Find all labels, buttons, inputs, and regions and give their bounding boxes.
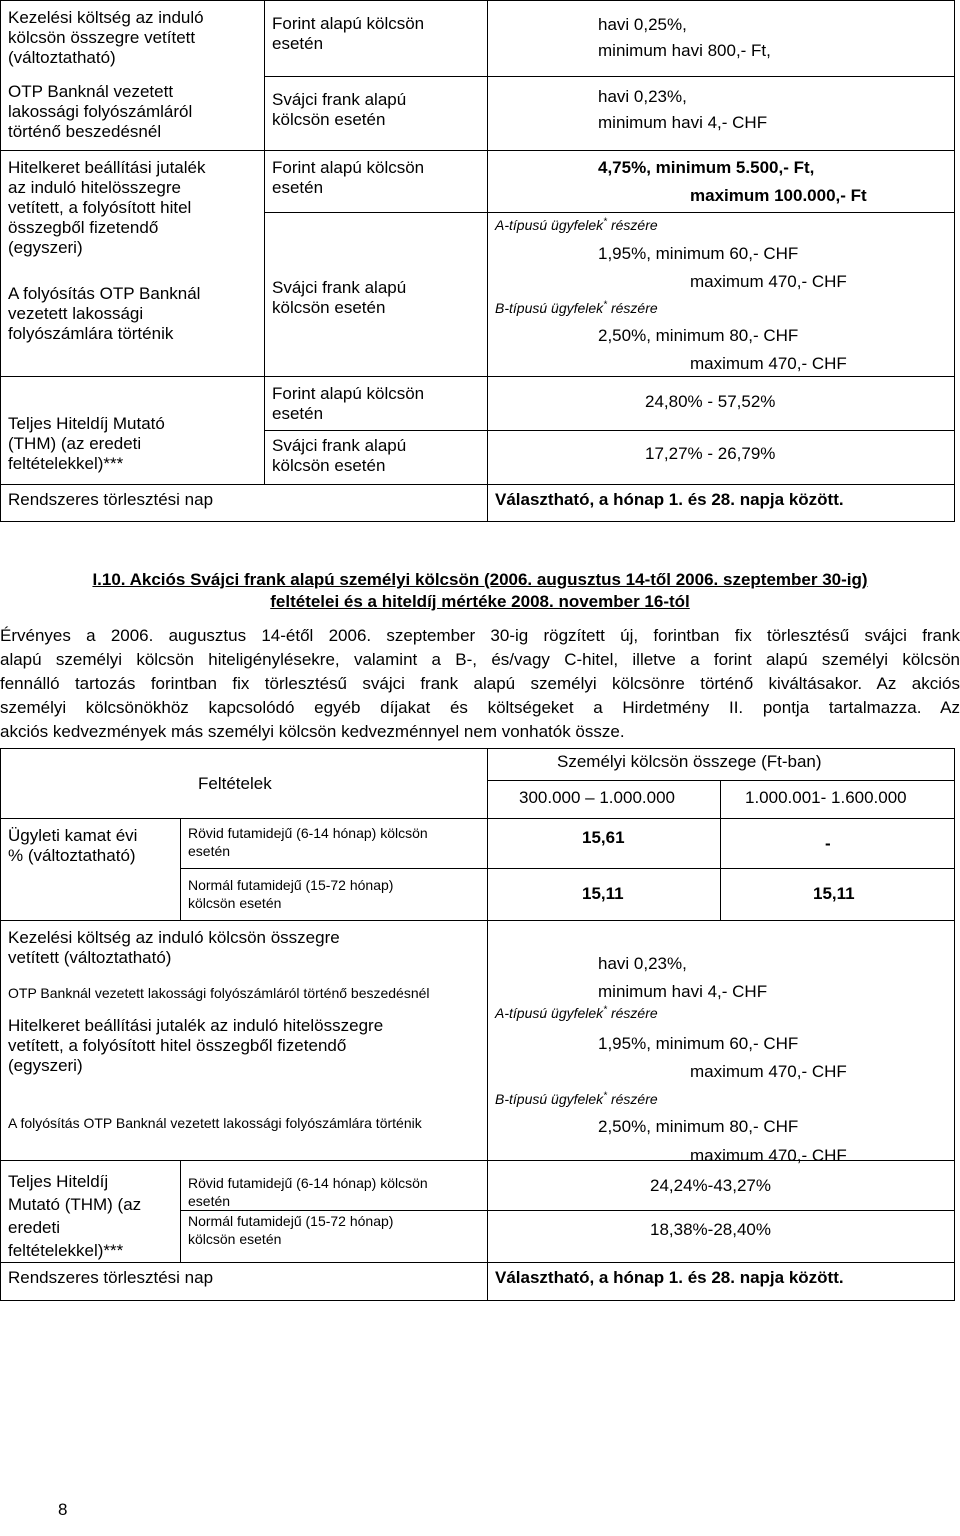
credit-line-label: Hitelkeret beállítási jutalék az induló hitelösszegre vetített, a folyósított hitel összegből fizetendő (egyszeri) [8, 158, 206, 257]
interest-label: Ügyleti kamat évi % (változtatható) [8, 826, 138, 865]
b-type-value-2: maximum 470,- CHF [690, 354, 847, 373]
repay-day-label-2: Rendszeres törlesztési nap [8, 1268, 214, 1287]
a-type-label-2: A-típusú ügyfelek* részére [495, 1004, 658, 1021]
handling-fee-value-2: havi 0,23%, minimum havi 4,- CHF [598, 954, 768, 1001]
cond-chf: Svájci frank alapú kölcsön esetén [272, 90, 407, 129]
thm-label: Teljes Hiteldíj Mutató (THM) (az eredeti feltételekkel)*** [8, 414, 165, 473]
thm-short-value: 24,24%-43,27% [650, 1176, 771, 1195]
repay-day-value: Választható, a hónap 1. és 28. napja között. [495, 490, 844, 509]
repay-day-value-2: Választható, a hónap 1. és 28. napja között. [495, 1268, 844, 1287]
credit-line-huf-value-2: maximum 100.000,- Ft [690, 186, 867, 205]
b-type-value-2-1: 2,50%, minimum 80,- CHF [598, 1117, 799, 1136]
thm-short-term-label: Rövid futamidejű (6-14 hónap) kölcsön esetén [188, 1175, 428, 1209]
cond-huf: Forint alapú kölcsön esetén [272, 384, 425, 423]
credit-line-sublabel-2: A folyósítás OTP Banknál vezetett lakossági folyószámlára történik [8, 1115, 422, 1131]
page-number: 8 [58, 1500, 68, 1519]
amount-col2-header: 1.000.001- 1.600.000 [745, 788, 907, 807]
a-type-value-2-2: maximum 470,- CHF [690, 1062, 847, 1081]
section-title: I.10. Akciós Svájci frank alapú személyi kölcsön (2006. augusztus 14-től 2006. szeptember 30-ig) feltételei és a hiteldíj mértéke 2008. november 16-tól [92, 570, 868, 611]
amount-header: Személyi kölcsön összege (Ft-ban) [557, 752, 822, 771]
conditions-header: Feltételek [198, 774, 272, 793]
interest-normal-col1: 15,11 [582, 884, 624, 903]
credit-line-huf-value-1: 4,75%, minimum 5.500,- Ft, [598, 158, 815, 177]
credit-line-label-2: Hitelkeret beállítási jutalék az induló hitelösszegre vetített, a folyósított hitel összegből fizetendő (egyszeri) [8, 1016, 384, 1075]
a-type-value-1: 1,95%, minimum 60,- CHF [598, 244, 799, 263]
repay-day-label: Rendszeres törlesztési nap [8, 490, 214, 509]
section-paragraph: Érvényes a 2006. augusztus 14-étől 2006. szeptember 30-ig rögzített új, forintban fix törlesztésű svájci frank alapú személyi kölcsön hiteligénylésekre, valamint a B-, és/vagy C-hitel, illetve a forint alapú személyi kölcsön fennálló tartozás forintban fix törlesztésű svájci frank alapú személyi kölcsönre történő kiváltásakor. Az akciós személyi kölcsönökhöz kapcsolódó egyéb díjakat és költségeket a Hirdetmény II. pontja tartalmazza. Az akciós kedvezmények más személyi kölcsön kedvezménnyel nem vonhatók össze. [0, 626, 960, 741]
interest-short-col1: 15,61 [582, 828, 625, 847]
cond-huf: Forint alapú kölcsön esetén [272, 158, 425, 197]
cond-huf: Forint alapú kölcsön esetén [272, 14, 425, 53]
amount-col1-header: 300.000 – 1.000.000 [519, 788, 675, 807]
credit-line-sublabel: A folyósítás OTP Banknál vezetett lakossági folyószámlára történik [8, 284, 201, 343]
normal-term-label: Normál futamidejű (15-72 hónap) kölcsön esetén [188, 877, 394, 911]
thm-chf-value: 17,27% - 26,79% [645, 444, 776, 463]
cond-chf: Svájci frank alapú kölcsön esetén [272, 278, 407, 317]
handling-fee-sublabel: OTP Banknál vezetett lakossági folyószámláról történő beszedésnél [8, 82, 193, 141]
handling-fee-label-2: Kezelési költség az induló kölcsön összegre vetített (változtatható) [8, 928, 340, 967]
b-type-label-2: B-típusú ügyfelek* részére [495, 1090, 658, 1107]
interest-short-col2: - [825, 834, 831, 853]
handling-fee-label: Kezelési költség az induló kölcsön összegre vetített (változtatható) [8, 8, 204, 67]
thm-huf-value: 24,80% - 57,52% [645, 392, 776, 411]
a-type-value-2: maximum 470,- CHF [690, 272, 847, 291]
b-type-value-2-2: maximum 470,- CHF [690, 1146, 847, 1165]
short-term-label: Rövid futamidejű (6-14 hónap) kölcsön esetén [188, 825, 428, 859]
a-type-value-2-1: 1,95%, minimum 60,- CHF [598, 1034, 799, 1053]
thm-normal-value: 18,38%-28,40% [650, 1220, 771, 1239]
thm-normal-term-label: Normál futamidejű (15-72 hónap) kölcsön esetén [188, 1213, 394, 1247]
handling-fee-chf-value: havi 0,23%, minimum havi 4,- CHF [598, 87, 768, 132]
interest-normal-col2: 15,11 [813, 884, 855, 903]
handling-fee-huf-value: havi 0,25%, minimum havi 800,- Ft, [598, 15, 771, 60]
a-type-label: A-típusú ügyfelek* részére [495, 216, 658, 233]
cond-chf: Svájci frank alapú kölcsön esetén [272, 436, 407, 475]
b-type-value-1: 2,50%, minimum 80,- CHF [598, 326, 799, 345]
b-type-label: B-típusú ügyfelek* részére [495, 299, 658, 316]
handling-fee-sublabel-2: OTP Banknál vezetett lakossági folyószámláról történő beszedésnél [8, 985, 430, 1001]
thm-label-2: Teljes Hiteldíj Mutató (THM) (az eredeti feltételekkel)*** [8, 1172, 142, 1260]
